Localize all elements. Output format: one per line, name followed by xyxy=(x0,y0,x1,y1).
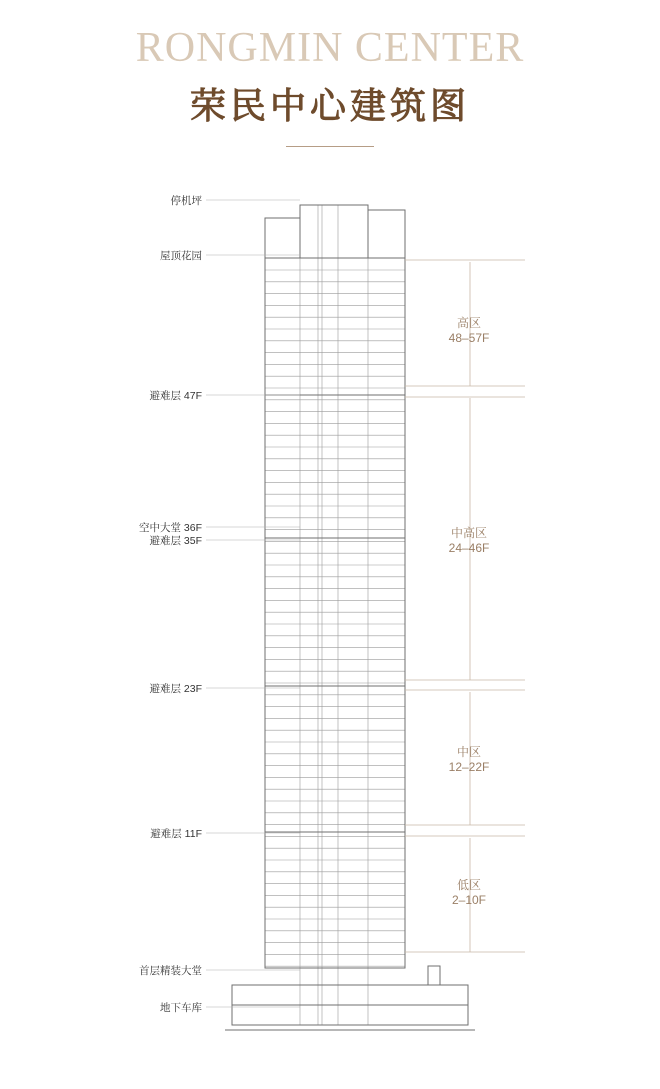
zone-low xyxy=(426,878,512,908)
label-roof-garden: 屋顶花园 xyxy=(160,250,202,262)
roof-left-parapet xyxy=(265,218,300,258)
zone-high xyxy=(426,316,512,346)
label-sky-lobby-36f: 空中大堂 36F xyxy=(138,522,202,534)
zone-mid-high-range: 24–46F xyxy=(448,541,490,555)
zone-mid-high xyxy=(426,526,512,556)
zone-mid xyxy=(426,745,512,775)
label-helipad: 停机坪 xyxy=(170,195,202,207)
roof-crown xyxy=(300,205,368,258)
zone-high-name: 高区 xyxy=(456,316,481,330)
roof-right-parapet xyxy=(368,210,405,258)
podium xyxy=(232,985,468,1005)
zone-mid-high-name: 中高区 xyxy=(450,526,487,540)
entrance-canopy xyxy=(428,966,440,985)
zone-high-range: 48–57F xyxy=(448,331,490,345)
label-refuge-35f: 避难层 35F xyxy=(149,535,202,547)
title-english: RONGMIN CENTER xyxy=(135,25,525,71)
label-basement-garage: 地下车库 xyxy=(160,1002,202,1014)
basement xyxy=(232,1005,468,1025)
zone-mid-name: 中区 xyxy=(456,745,481,759)
label-refuge-23f: 避难层 23F xyxy=(149,683,202,695)
zone-mid-range: 12–22F xyxy=(448,760,490,774)
zone-low-range: 2–10F xyxy=(451,893,487,907)
label-refuge-11f: 避难层 11F xyxy=(150,828,202,840)
title-chinese: 荣民中心建筑图 xyxy=(189,86,470,127)
label-ground-lobby: 首层精装大堂 xyxy=(139,965,202,977)
zone-low-name: 低区 xyxy=(456,878,481,892)
label-refuge-47f: 避难层 47F xyxy=(149,390,202,402)
